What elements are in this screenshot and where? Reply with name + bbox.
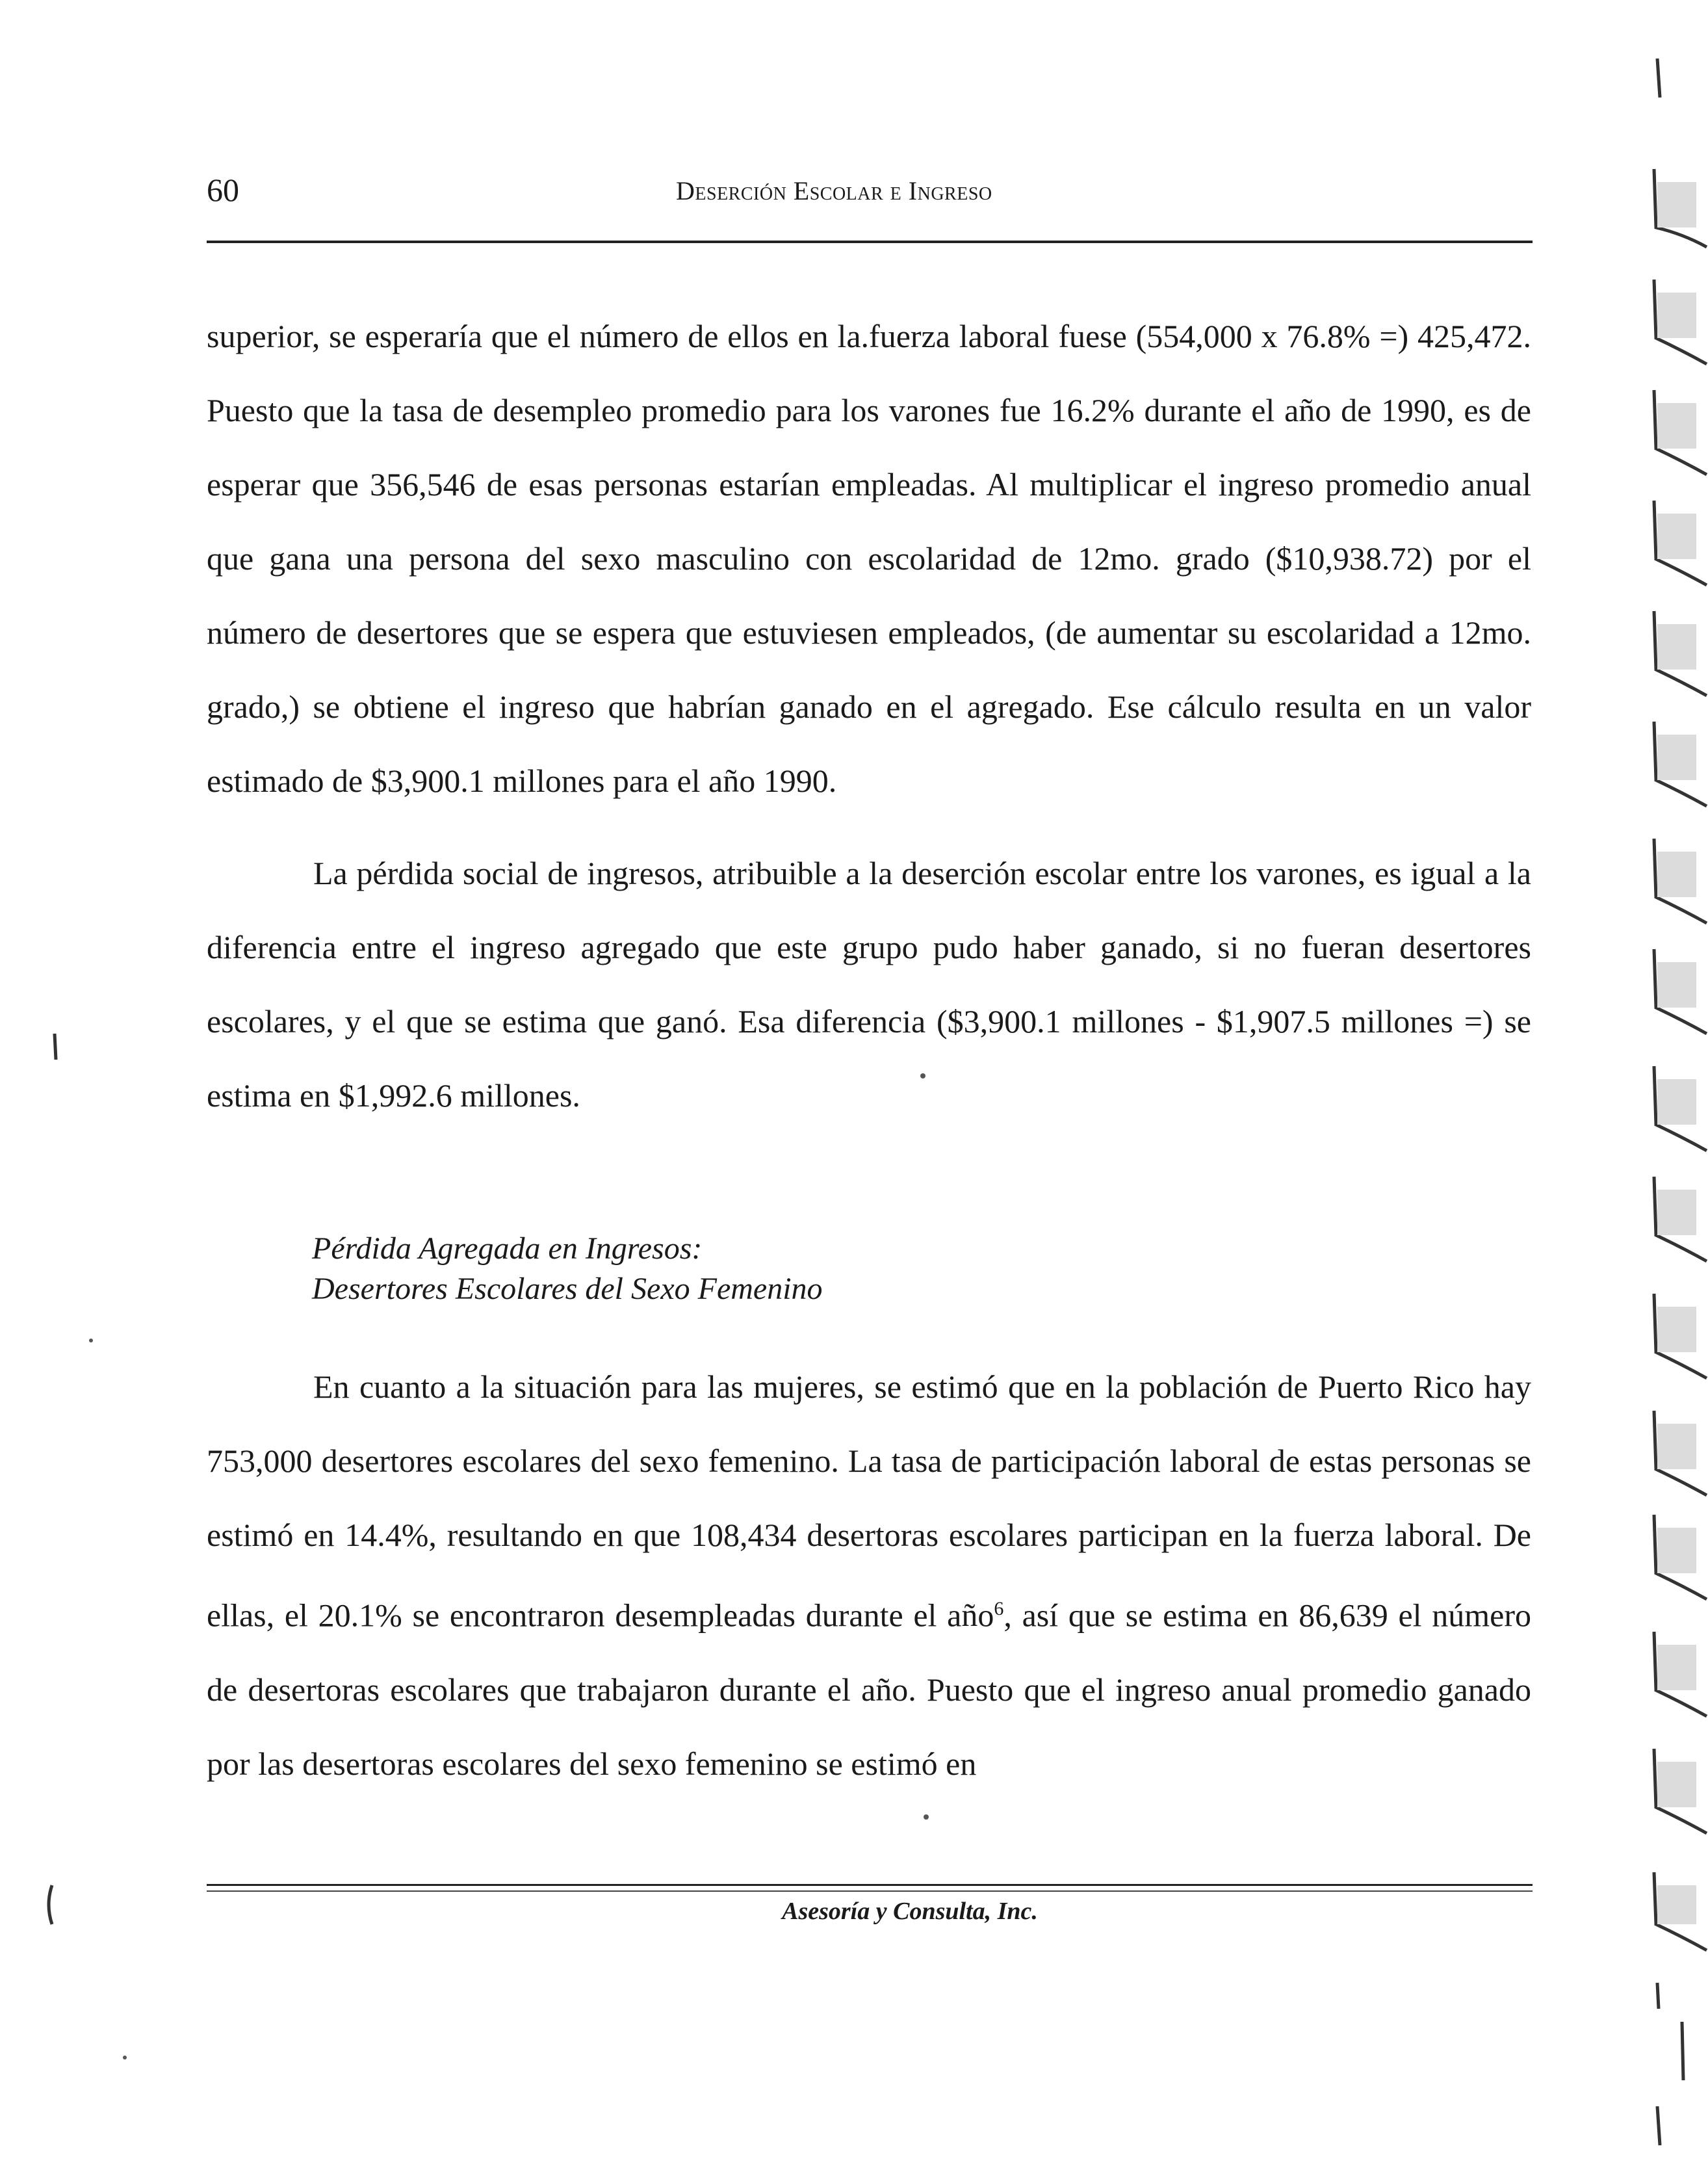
paragraph-1: superior, se esperaría que el número de ellos en la.fuerza laboral fuese (554,000 x 76.8% =) 425,472. Puesto que la tasa de desempleo promedio para los varones fue 16.2% durante el año de 1990, es de esperar que 356,546 de esas personas estarían empleadas. Al multiplicar el ingreso promedio anual que gana una persona del sexo masculino con escolaridad de 12mo. grado ($10,938.72) por el número de desertores que se espera que estuviesen empleados, (de aumentar su escolaridad a 12mo. grado,) se obtiene el ingreso que habrían ganado en el agregado. Ese cálculo resulta en un valor estimado de $3,900.1 millones para el año 1990. [207,318,1531,799]
subheading-line-1: Pérdida Agregada en Ingresos: [312,1231,703,1266]
footer-publisher: Asesoría y Consulta, Inc. [782,1898,1038,1925]
subheading-line-2: Desertores Escolares del Sexo Femenino [312,1272,823,1306]
paragraph-2: La pérdida social de ingresos, atribuible a la deserción escolar entre los varones, es igual a la diferencia entre el ingreso agregado que este grupo pudo haber ganado, si no fueran desertores escolares, y el que se estima que ganó. Esa diferencia ($3,900.1 millones - $1,907.5 millones =) se estima en $1,992.6 millones. [207,855,1531,1114]
page-number: 60 [207,172,239,208]
footnote-marker: 6 [994,1598,1004,1619]
paragraph-3-text-b: , así que se estima en 86,639 el número de desertoras escolares que trabajaron durante el año. Puesto que el ingreso anual promedio ganado por las desertoras escolares del sexo femenino se estimó en [207,1597,1531,1782]
running-title: Deserción Escolar e Ingreso [676,176,992,205]
paragraph-3-text-a: En cuanto a la situación para las mujeres, se estimó que en la población de Puerto Rico hay 753,000 desertores escolares del sexo femenino. La tasa de participación laboral de estas personas se estimó en 14.4%, resultando en que 108,434 desertoras escolares participan en la fuerza laboral. De ellas, el 20.1% se encontraron desempleadas durante el año [207,1368,1531,1634]
